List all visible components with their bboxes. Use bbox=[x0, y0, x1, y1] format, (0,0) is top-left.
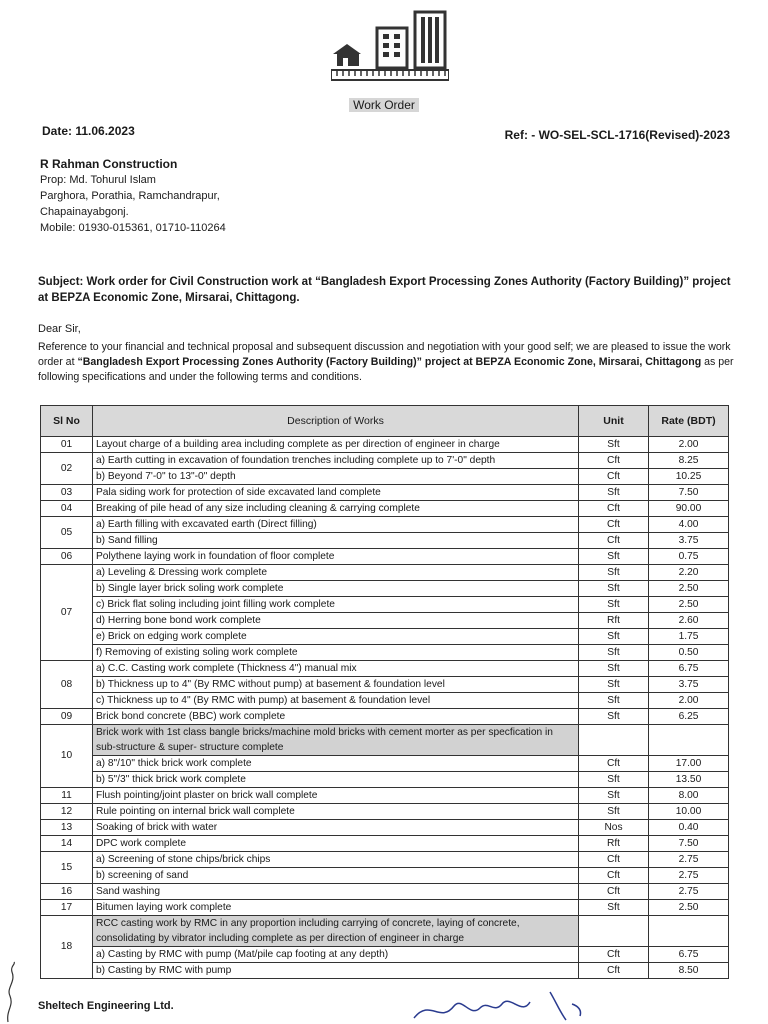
cell-description: b) Casting by RMC with pump bbox=[93, 963, 579, 979]
cell-rate bbox=[649, 916, 729, 947]
cell-unit: Cft bbox=[579, 963, 649, 979]
cell-description: b) Single layer brick soling work complete bbox=[93, 581, 579, 597]
column-header-description: Description of Works bbox=[93, 406, 579, 437]
cell-unit: Cft bbox=[579, 469, 649, 485]
table-row bbox=[41, 629, 729, 645]
cell-unit: Sft bbox=[579, 565, 649, 581]
cell-description: DPC work complete bbox=[93, 836, 579, 852]
body-text-part: Reference to your financial and technical proposal and subsequent discussion and negotiation with your good self; we are pleased to issue the work order at bbox=[38, 341, 731, 368]
cell-rate: 8.00 bbox=[649, 788, 729, 804]
table-row bbox=[41, 709, 729, 725]
cell-rate: 6.25 bbox=[649, 709, 729, 725]
table-row bbox=[41, 597, 729, 613]
table-row bbox=[41, 453, 729, 469]
cell-rate: 2.50 bbox=[649, 900, 729, 916]
table-row bbox=[41, 469, 729, 485]
cell-description: a) Earth cutting in excavation of foundation trenches including complete up to 7'-0" depth bbox=[93, 453, 579, 469]
table-row bbox=[41, 693, 729, 709]
table-row bbox=[41, 517, 729, 533]
table-row bbox=[41, 820, 729, 836]
subject-line: Subject: Work order for Civil Construction work at “Bangladesh Export Processing Zones Authority (Factory Building)” project at BEPZA Economic Zone, Mirsarai, Chittagong. bbox=[38, 276, 731, 304]
reference-number: Ref: - WO-SEL-SCL-1716(Revised)-2023 bbox=[504, 128, 730, 142]
cell-rate: 0.40 bbox=[649, 820, 729, 836]
cell-rate: 3.75 bbox=[649, 533, 729, 549]
cell-description: b) screening of sand bbox=[93, 868, 579, 884]
margin-signature bbox=[2, 960, 24, 1024]
table-row bbox=[41, 868, 729, 884]
table-row bbox=[41, 852, 729, 868]
cell-unit: Sft bbox=[579, 677, 649, 693]
date-line: Date: 11.06.2023 bbox=[42, 124, 135, 138]
cell-rate: 2.50 bbox=[649, 581, 729, 597]
column-header-rate: Rate (BDT) bbox=[649, 406, 729, 437]
cell-description: a) Casting by RMC with pump (Mat/pile cap footing at any depth) bbox=[93, 947, 579, 963]
cell-rate bbox=[649, 725, 729, 756]
cell-rate: 6.75 bbox=[649, 947, 729, 963]
cell-description: b) Thickness up to 4" (By RMC without pump) at basement & foundation level bbox=[93, 677, 579, 693]
recipient-name: R Rahman Construction bbox=[40, 157, 178, 171]
cell-sl-no: 07 bbox=[41, 565, 93, 661]
cell-sl-no: 02 bbox=[41, 453, 93, 485]
cell-rate: 90.00 bbox=[649, 501, 729, 517]
cell-sl-no: 05 bbox=[41, 517, 93, 549]
cell-rate: 10.00 bbox=[649, 804, 729, 820]
cell-unit: Cft bbox=[579, 868, 649, 884]
cell-sl-no: 03 bbox=[41, 485, 93, 501]
table-row bbox=[41, 788, 729, 804]
cell-unit: Sft bbox=[579, 693, 649, 709]
recipient-address bbox=[40, 156, 226, 236]
table-row bbox=[41, 533, 729, 549]
cell-rate: 1.75 bbox=[649, 629, 729, 645]
cell-sl-no: 08 bbox=[41, 661, 93, 709]
cell-unit: Sft bbox=[579, 788, 649, 804]
cell-description: Layout charge of a building area including complete as per direction of engineer in charge bbox=[93, 437, 579, 453]
recipient-line: Chapainayabgonj. bbox=[40, 206, 129, 218]
cell-description: Brick work with 1st class bangle bricks/machine mold bricks with cement morter as per specfication in sub-structure & super- structure complete bbox=[93, 725, 579, 756]
cell-description: Soaking of brick with water bbox=[93, 820, 579, 836]
cell-description: Polythene laying work in foundation of floor complete bbox=[93, 549, 579, 565]
cell-sl-no: 11 bbox=[41, 788, 93, 804]
cell-sl-no: 18 bbox=[41, 916, 93, 979]
cell-unit: Cft bbox=[579, 756, 649, 772]
cell-unit bbox=[579, 725, 649, 756]
column-header-unit: Unit bbox=[579, 406, 649, 437]
cell-description: Breaking of pile head of any size including cleaning & carrying complete bbox=[93, 501, 579, 517]
cell-description: c) Thickness up to 4" (By RMC with pump) at basement & foundation level bbox=[93, 693, 579, 709]
table-row bbox=[41, 661, 729, 677]
cell-unit: Rft bbox=[579, 836, 649, 852]
cell-unit: Rft bbox=[579, 613, 649, 629]
cell-unit: Sft bbox=[579, 581, 649, 597]
company-logo bbox=[331, 10, 449, 86]
column-header-sl: Sl No bbox=[41, 406, 93, 437]
page-title: Work Order bbox=[349, 98, 419, 112]
cell-unit: Sft bbox=[579, 900, 649, 916]
cell-unit: Sft bbox=[579, 804, 649, 820]
recipient-line: Parghora, Porathia, Ramchandrapur, bbox=[40, 190, 220, 202]
table-row bbox=[41, 756, 729, 772]
cell-sl-no: 10 bbox=[41, 725, 93, 788]
cell-description: Bitumen laying work complete bbox=[93, 900, 579, 916]
body-text-part: as per following specifications and under the following terms and conditions. bbox=[38, 356, 734, 383]
cell-sl-no: 06 bbox=[41, 549, 93, 565]
cell-unit: Nos bbox=[579, 820, 649, 836]
recipient-line: Prop: Md. Tohurul Islam bbox=[40, 174, 156, 186]
cell-unit: Cft bbox=[579, 517, 649, 533]
cell-description: Sand washing bbox=[93, 884, 579, 900]
work-order-table bbox=[40, 405, 729, 979]
cell-unit: Sft bbox=[579, 597, 649, 613]
cell-description: a) 8"/10" thick brick work complete bbox=[93, 756, 579, 772]
cell-unit: Sft bbox=[579, 645, 649, 661]
table-row bbox=[41, 884, 729, 900]
cell-unit: Sft bbox=[579, 709, 649, 725]
cell-description: e) Brick on edging work complete bbox=[93, 629, 579, 645]
table-row bbox=[41, 677, 729, 693]
cell-rate: 7.50 bbox=[649, 836, 729, 852]
cell-sl-no: 13 bbox=[41, 820, 93, 836]
cell-unit: Cft bbox=[579, 533, 649, 549]
table-row bbox=[41, 725, 729, 756]
table-row bbox=[41, 549, 729, 565]
recipient-line: Mobile: 01930-015361, 01710-110264 bbox=[40, 222, 226, 234]
cell-unit: Cft bbox=[579, 852, 649, 868]
cell-description: b) Sand filling bbox=[93, 533, 579, 549]
table-row bbox=[41, 485, 729, 501]
cell-rate: 2.20 bbox=[649, 565, 729, 581]
cell-sl-no: 04 bbox=[41, 501, 93, 517]
cell-rate: 8.50 bbox=[649, 963, 729, 979]
cell-description: a) Screening of stone chips/brick chips bbox=[93, 852, 579, 868]
table-row bbox=[41, 565, 729, 581]
cell-rate: 7.50 bbox=[649, 485, 729, 501]
table-row bbox=[41, 916, 729, 947]
cell-rate: 17.00 bbox=[649, 756, 729, 772]
cell-description: f) Removing of existing soling work complete bbox=[93, 645, 579, 661]
cell-description: b) 5"/3" thick brick work complete bbox=[93, 772, 579, 788]
body-text-bold: “Bangladesh Export Processing Zones Authority (Factory Building)” project at BEPZA Economic Zone, Mirsarai, Chittagong bbox=[77, 356, 702, 368]
cell-sl-no: 01 bbox=[41, 437, 93, 453]
table-row bbox=[41, 581, 729, 597]
cell-rate: 6.75 bbox=[649, 661, 729, 677]
table-row bbox=[41, 501, 729, 517]
cell-unit: Cft bbox=[579, 453, 649, 469]
cell-description: d) Herring bone bond work complete bbox=[93, 613, 579, 629]
cell-unit: Sft bbox=[579, 629, 649, 645]
cell-unit: Sft bbox=[579, 485, 649, 501]
table-row bbox=[41, 900, 729, 916]
cell-description: RCC casting work by RMC in any proportion including carrying of concrete, laying of concrete, consolidating by vibrator including complete as per direction of engineer in charge bbox=[93, 916, 579, 947]
table-row bbox=[41, 613, 729, 629]
cell-rate: 0.75 bbox=[649, 549, 729, 565]
cell-rate: 2.50 bbox=[649, 597, 729, 613]
cell-sl-no: 17 bbox=[41, 900, 93, 916]
cell-rate: 10.25 bbox=[649, 469, 729, 485]
table-row bbox=[41, 437, 729, 453]
cell-unit: Sft bbox=[579, 549, 649, 565]
cell-unit: Cft bbox=[579, 947, 649, 963]
table-header-row bbox=[41, 406, 729, 437]
cell-unit bbox=[579, 916, 649, 947]
cell-description: c) Brick flat soling including joint filling work complete bbox=[93, 597, 579, 613]
cell-sl-no: 09 bbox=[41, 709, 93, 725]
cell-rate: 13.50 bbox=[649, 772, 729, 788]
cell-sl-no: 12 bbox=[41, 804, 93, 820]
cell-rate: 2.75 bbox=[649, 852, 729, 868]
cell-description: a) Leveling & Dressing work complete bbox=[93, 565, 579, 581]
cell-rate: 2.75 bbox=[649, 884, 729, 900]
cell-rate: 0.50 bbox=[649, 645, 729, 661]
cell-sl-no: 15 bbox=[41, 852, 93, 884]
greeting: Dear Sir, bbox=[38, 323, 81, 335]
table-row bbox=[41, 804, 729, 820]
cell-rate: 8.25 bbox=[649, 453, 729, 469]
cell-rate: 2.75 bbox=[649, 868, 729, 884]
table-row bbox=[41, 772, 729, 788]
cell-sl-no: 14 bbox=[41, 836, 93, 852]
cell-rate: 2.00 bbox=[649, 693, 729, 709]
company-footer: Sheltech Engineering Ltd. bbox=[38, 1000, 174, 1012]
cell-description: Flush pointing/joint plaster on brick wall complete bbox=[93, 788, 579, 804]
cell-description: a) Earth filling with excavated earth (Direct filling) bbox=[93, 517, 579, 533]
table-row bbox=[41, 963, 729, 979]
cell-rate: 4.00 bbox=[649, 517, 729, 533]
cell-unit: Cft bbox=[579, 884, 649, 900]
cell-unit: Cft bbox=[579, 501, 649, 517]
cell-description: Pala siding work for protection of side excavated land complete bbox=[93, 485, 579, 501]
cell-unit: Sft bbox=[579, 437, 649, 453]
cell-unit: Sft bbox=[579, 772, 649, 788]
table-row bbox=[41, 947, 729, 963]
cell-sl-no: 16 bbox=[41, 884, 93, 900]
cell-description: Brick bond concrete (BBC) work complete bbox=[93, 709, 579, 725]
body-paragraph bbox=[38, 340, 740, 385]
cell-rate: 2.60 bbox=[649, 613, 729, 629]
cell-description: b) Beyond 7'-0" to 13"-0" depth bbox=[93, 469, 579, 485]
cell-rate: 3.75 bbox=[649, 677, 729, 693]
cell-description: Rule pointing on internal brick wall complete bbox=[93, 804, 579, 820]
cell-unit: Sft bbox=[579, 661, 649, 677]
table-row bbox=[41, 836, 729, 852]
table-row bbox=[41, 645, 729, 661]
cell-description: a) C.C. Casting work complete (Thickness 4") manual mix bbox=[93, 661, 579, 677]
signature bbox=[410, 988, 590, 1024]
cell-rate: 2.00 bbox=[649, 437, 729, 453]
